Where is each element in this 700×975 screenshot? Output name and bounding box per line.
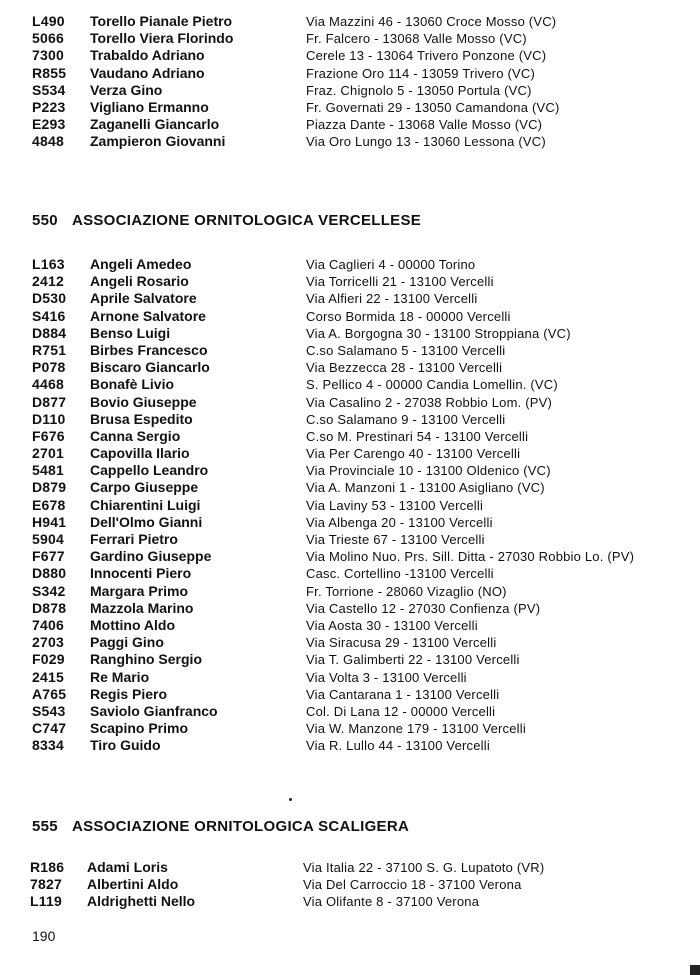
member-name: Dell'Olmo Gianni — [90, 513, 203, 530]
member-address: Col. Di Lana 12 - 00000 Vercelli — [306, 703, 496, 719]
member-name: Vaudano Adriano — [90, 64, 205, 81]
member-code: 2703 — [32, 634, 64, 651]
member-row — [0, 376, 700, 393]
member-name: Zaganelli Giancarlo — [90, 116, 220, 133]
member-address: Via Cantarana 1 - 13100 Vercelli — [306, 686, 500, 702]
member-address: C.so Salamano 9 - 13100 Vercelli — [306, 411, 506, 427]
member-address: Cerele 13 - 13064 Trivero Ponzone (VC) — [306, 48, 547, 64]
member-address: Via Molino Nuo. Prs. Sill. Ditta - 27030 Robbio Lo. (PV) — [306, 549, 635, 565]
member-row — [0, 273, 700, 290]
member-address: Via W. Manzone 179 - 13100 Vercelli — [306, 721, 526, 737]
member-code: L490 — [32, 13, 65, 29]
member-row — [0, 651, 700, 668]
section-heading-555 — [32, 818, 409, 835]
member-name: Bovio Giuseppe — [90, 393, 197, 410]
member-list-550 — [0, 256, 700, 754]
member-address: Via Laviny 53 - 13100 Vercelli — [306, 497, 484, 513]
member-row — [0, 428, 700, 445]
member-row — [0, 548, 700, 565]
member-address: Via A. Borgogna 30 - 13100 Stroppiana (VC) — [306, 325, 571, 341]
member-row — [0, 565, 700, 582]
scan-speck — [289, 798, 292, 801]
member-address: Corso Bormida 18 - 00000 Vercelli — [306, 308, 511, 324]
member-row — [0, 394, 700, 411]
member-code: S543 — [32, 702, 66, 719]
member-name: Angeli Amedeo — [90, 256, 192, 272]
member-address: Via Alfieri 22 - 13100 Vercelli — [306, 291, 478, 307]
member-row — [0, 411, 700, 428]
member-name: Trabaldo Adriano — [90, 47, 205, 64]
member-address: C.so Salamano 5 - 13100 Vercelli — [306, 342, 506, 358]
member-row — [0, 342, 700, 359]
member-code: F029 — [32, 651, 65, 668]
member-name: Chiarentini Luigi — [90, 496, 201, 513]
member-name: Tiro Guido — [90, 737, 161, 754]
member-address: Via Trieste 67 - 13100 Vercelli — [306, 532, 485, 547]
member-row — [0, 30, 700, 47]
member-row — [0, 703, 700, 720]
member-address: Via Olifante 8 - 37100 Verona — [303, 894, 480, 910]
section-title: ASSOCIAZIONE ORNITOLOGICA VERCELLESE — [71, 212, 422, 229]
member-name: Biscaro Giancarlo — [90, 359, 210, 376]
member-address: Fr. Falcero - 13068 Valle Mosso (VC) — [306, 31, 527, 47]
member-row — [0, 634, 700, 651]
member-name: Cappello Leandro — [90, 462, 209, 479]
member-code: 8334 — [32, 737, 64, 754]
member-address: Via Volta 3 - 13100 Vercelli — [306, 669, 467, 685]
section-number: 550 — [32, 212, 58, 229]
member-name: Ranghino Sergio — [90, 651, 202, 668]
member-name: Angeli Rosario — [90, 273, 189, 290]
member-row — [0, 686, 700, 703]
member-name: Torello Pianale Pietro — [90, 13, 233, 29]
section-number: 555 — [32, 818, 58, 835]
member-row — [0, 497, 700, 514]
member-code: D880 — [32, 565, 67, 582]
member-name: Paggi Gino — [90, 634, 164, 651]
member-code: 4468 — [32, 376, 64, 393]
member-row — [0, 99, 700, 116]
member-name: Gardino Giuseppe — [90, 548, 212, 565]
member-address: Via Mazzini 46 - 13060 Croce Mosso (VC) — [306, 14, 557, 29]
member-address: Via Castello 12 - 27030 Confienza (PV) — [306, 600, 541, 616]
member-row — [0, 116, 700, 133]
member-code: 5904 — [32, 531, 64, 547]
member-address: Fr. Governati 29 - 13050 Camandona (VC) — [306, 99, 560, 115]
member-list-555 — [0, 859, 700, 911]
member-name: Bonafè Livio — [90, 376, 175, 393]
member-name: Zampieron Giovanni — [90, 133, 226, 150]
member-row — [0, 256, 700, 273]
member-address: Via Aosta 30 - 13100 Vercelli — [306, 617, 478, 633]
member-address: S. Pellico 4 - 00000 Candia Lomellin. (VC) — [306, 377, 558, 393]
member-code: 2415 — [32, 668, 64, 685]
section-heading-550 — [32, 212, 421, 229]
member-code: F676 — [32, 427, 65, 444]
member-code: D884 — [32, 324, 67, 341]
member-row — [0, 325, 700, 342]
member-name: Benso Luigi — [90, 324, 171, 341]
member-code: L163 — [32, 256, 65, 272]
member-code: P223 — [32, 98, 66, 115]
member-code: S342 — [32, 582, 66, 599]
member-address: Frazione Oro 114 - 13059 Trivero (VC) — [306, 65, 535, 81]
member-row — [0, 133, 700, 150]
member-row — [0, 669, 700, 686]
member-address: Via Siracusa 29 - 13100 Vercelli — [306, 635, 497, 651]
member-code: R751 — [32, 341, 67, 358]
member-code: C747 — [32, 720, 67, 737]
member-code: 4848 — [32, 133, 64, 150]
member-name: Vigliano Ermanno — [90, 98, 209, 115]
member-code: 2412 — [32, 273, 64, 290]
member-code: D877 — [32, 393, 67, 410]
member-name: Adami Loris — [87, 859, 168, 875]
member-address: Piazza Dante - 13068 Valle Mosso (VC) — [306, 117, 543, 133]
member-address: Via Torricelli 21 - 13100 Vercelli — [306, 274, 494, 290]
member-name: Ferrari Pietro — [90, 531, 178, 547]
member-code: S416 — [32, 307, 66, 324]
member-address: Via Italia 22 - 37100 S. G. Lupatoto (VR) — [303, 860, 545, 875]
member-row — [0, 737, 700, 754]
member-address: Via Casalino 2 - 27038 Robbio Lom. (PV) — [306, 394, 553, 410]
member-code: D879 — [32, 479, 67, 496]
member-address: Via R. Lullo 44 - 13100 Vercelli — [306, 738, 490, 754]
member-address: Via Per Carengo 40 - 13100 Vercelli — [306, 446, 521, 462]
member-code: 5481 — [32, 462, 64, 479]
member-code: 5066 — [32, 30, 64, 47]
member-code: F677 — [32, 548, 65, 565]
member-code: E678 — [32, 496, 66, 513]
member-row — [0, 531, 700, 548]
member-address: Via Provinciale 10 - 13100 Oldenico (VC) — [306, 463, 551, 479]
member-row — [0, 514, 700, 531]
member-name: Scapino Primo — [90, 720, 189, 737]
member-name: Capovilla Ilario — [90, 445, 190, 462]
member-row — [0, 479, 700, 496]
member-code: R186 — [30, 859, 65, 875]
member-address: Via Oro Lungo 13 - 13060 Lessona (VC) — [306, 134, 546, 150]
member-address: Via Caglieri 4 - 00000 Torino — [306, 257, 476, 272]
member-row — [0, 600, 700, 617]
member-code: L119 — [30, 893, 62, 910]
member-code: D110 — [32, 410, 66, 427]
member-row — [0, 290, 700, 307]
member-row — [0, 876, 700, 893]
member-address: Via Del Carroccio 18 - 37100 Verona — [303, 877, 522, 893]
member-row — [0, 893, 700, 910]
member-row — [0, 82, 700, 99]
member-code: 7827 — [30, 876, 62, 893]
member-address: Via Albenga 20 - 13100 Vercelli — [306, 514, 493, 530]
member-address: Via A. Manzoni 1 - 13100 Asigliano (VC) — [306, 480, 545, 496]
member-code: P078 — [32, 359, 66, 376]
member-row — [0, 445, 700, 462]
member-code: R855 — [32, 64, 67, 81]
member-name: Mottino Aldo — [90, 616, 176, 633]
member-row — [0, 859, 700, 876]
member-name: Albertini Aldo — [87, 876, 179, 893]
member-address: Via T. Galimberti 22 - 13100 Vercelli — [306, 652, 520, 668]
member-address: Fr. Torrione - 28060 Vizaglio (NO) — [306, 583, 507, 599]
member-name: Innocenti Piero — [90, 565, 192, 582]
page-number: 190 — [32, 928, 56, 944]
member-code: S534 — [32, 81, 66, 98]
member-name: Regis Piero — [90, 685, 168, 702]
member-name: Brusa Espedito — [90, 410, 193, 427]
member-row — [0, 359, 700, 376]
member-name: Aprile Salvatore — [90, 290, 197, 307]
member-name: Arnone Salvatore — [90, 307, 206, 324]
member-name: Torello Viera Florindo — [90, 30, 234, 47]
member-code: A765 — [32, 685, 67, 702]
member-code: 7406 — [32, 616, 64, 633]
member-name: Verza Gino — [90, 81, 163, 98]
section-title: ASSOCIAZIONE ORNITOLOGICA SCALIGERA — [71, 818, 410, 835]
scan-edge-mark — [690, 965, 700, 975]
member-address: Via Bezzecca 28 - 13100 Vercelli — [306, 360, 503, 376]
member-name: Margara Primo — [90, 582, 189, 599]
member-name: Carpo Giuseppe — [90, 479, 199, 496]
member-name: Canna Sergio — [90, 427, 181, 444]
member-row — [0, 583, 700, 600]
member-name: Mazzola Marino — [90, 599, 194, 616]
member-name: Re Mario — [90, 668, 150, 685]
member-name: Saviolo Gianfranco — [90, 702, 218, 719]
member-row — [0, 462, 700, 479]
member-address: C.so M. Prestinari 54 - 13100 Vercelli — [306, 428, 529, 444]
member-code: D530 — [32, 290, 67, 307]
member-row — [0, 720, 700, 737]
member-row — [0, 617, 700, 634]
member-row — [0, 47, 700, 64]
member-address: Fraz. Chignolo 5 - 13050 Portula (VC) — [306, 82, 532, 98]
member-code: 2701 — [32, 445, 64, 462]
member-list-top — [0, 13, 700, 151]
member-code: E293 — [32, 116, 66, 133]
member-row — [0, 308, 700, 325]
member-row — [0, 65, 700, 82]
member-name: Aldrighetti Nello — [87, 893, 196, 910]
member-code: H941 — [32, 513, 67, 530]
member-name: Birbes Francesco — [90, 341, 208, 358]
member-code: D878 — [32, 599, 67, 616]
member-address: Casc. Cortellino -13100 Vercelli — [306, 566, 494, 582]
member-row — [0, 13, 700, 30]
member-code: 7300 — [32, 47, 64, 64]
